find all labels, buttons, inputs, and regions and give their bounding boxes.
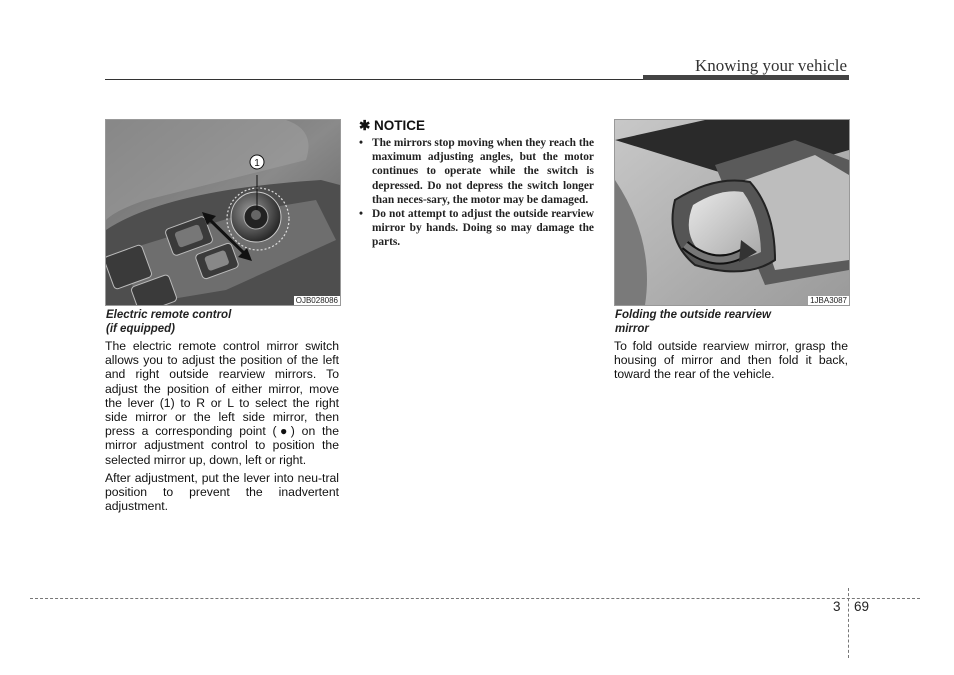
paragraph: After adjustment, put the lever into neu-tral position to prevent the inadvertent adjustment.	[105, 470, 339, 514]
header-accent-bar	[643, 75, 849, 80]
footer-rule	[30, 598, 920, 599]
figure-caption	[615, 308, 849, 336]
image-code: 1JBA3087	[810, 296, 847, 305]
paragraph: To fold outside rearview mirror, grasp the housing of mirror and then fold it back, toward the rear of the vehicle.	[614, 339, 848, 382]
caption-line: Electric remote control	[106, 309, 232, 321]
paragraph: The electric remote control mirror switch allows you to adjust the position of the left and right outside rearview mirrors. To adjust the position of either mirror, move the lever (1) to R or L to select the right side mirror or the left side mirror, then press a corresponding point (●) on the mirror adjustment control to position the selected mirror up, down, left or right.	[105, 339, 339, 467]
footer-divider	[848, 588, 849, 658]
caption-line: mirror	[615, 323, 649, 335]
notice-title: ✱ NOTICE	[359, 118, 426, 133]
folding-mirror-photo	[614, 119, 850, 306]
image-code: OJB028086	[295, 296, 338, 305]
caption-line: (if equipped)	[106, 323, 175, 335]
section-title: Knowing your vehicle	[694, 56, 847, 75]
chapter-number: 3	[833, 599, 841, 614]
notice-item: • The mirrors stop moving when they reach the maximum adjusting angles, but the motor continues to operate while the switch is depressed. Do not depress the switch longer than neces-sary, the motor may be damaged.	[359, 136, 594, 207]
body-text	[105, 339, 339, 517]
figure-caption	[106, 308, 340, 336]
notice-list	[359, 136, 594, 250]
page-number: 69	[854, 599, 870, 614]
caption-line: Folding the outside rearview	[615, 309, 771, 321]
callout-number: 1	[254, 158, 260, 169]
notice-item: • Do not attempt to adjust the outside rearview mirror by hands. Doing so may damage the parts.	[359, 207, 594, 250]
mirror-switch-photo	[105, 119, 341, 306]
body-text	[614, 339, 848, 386]
